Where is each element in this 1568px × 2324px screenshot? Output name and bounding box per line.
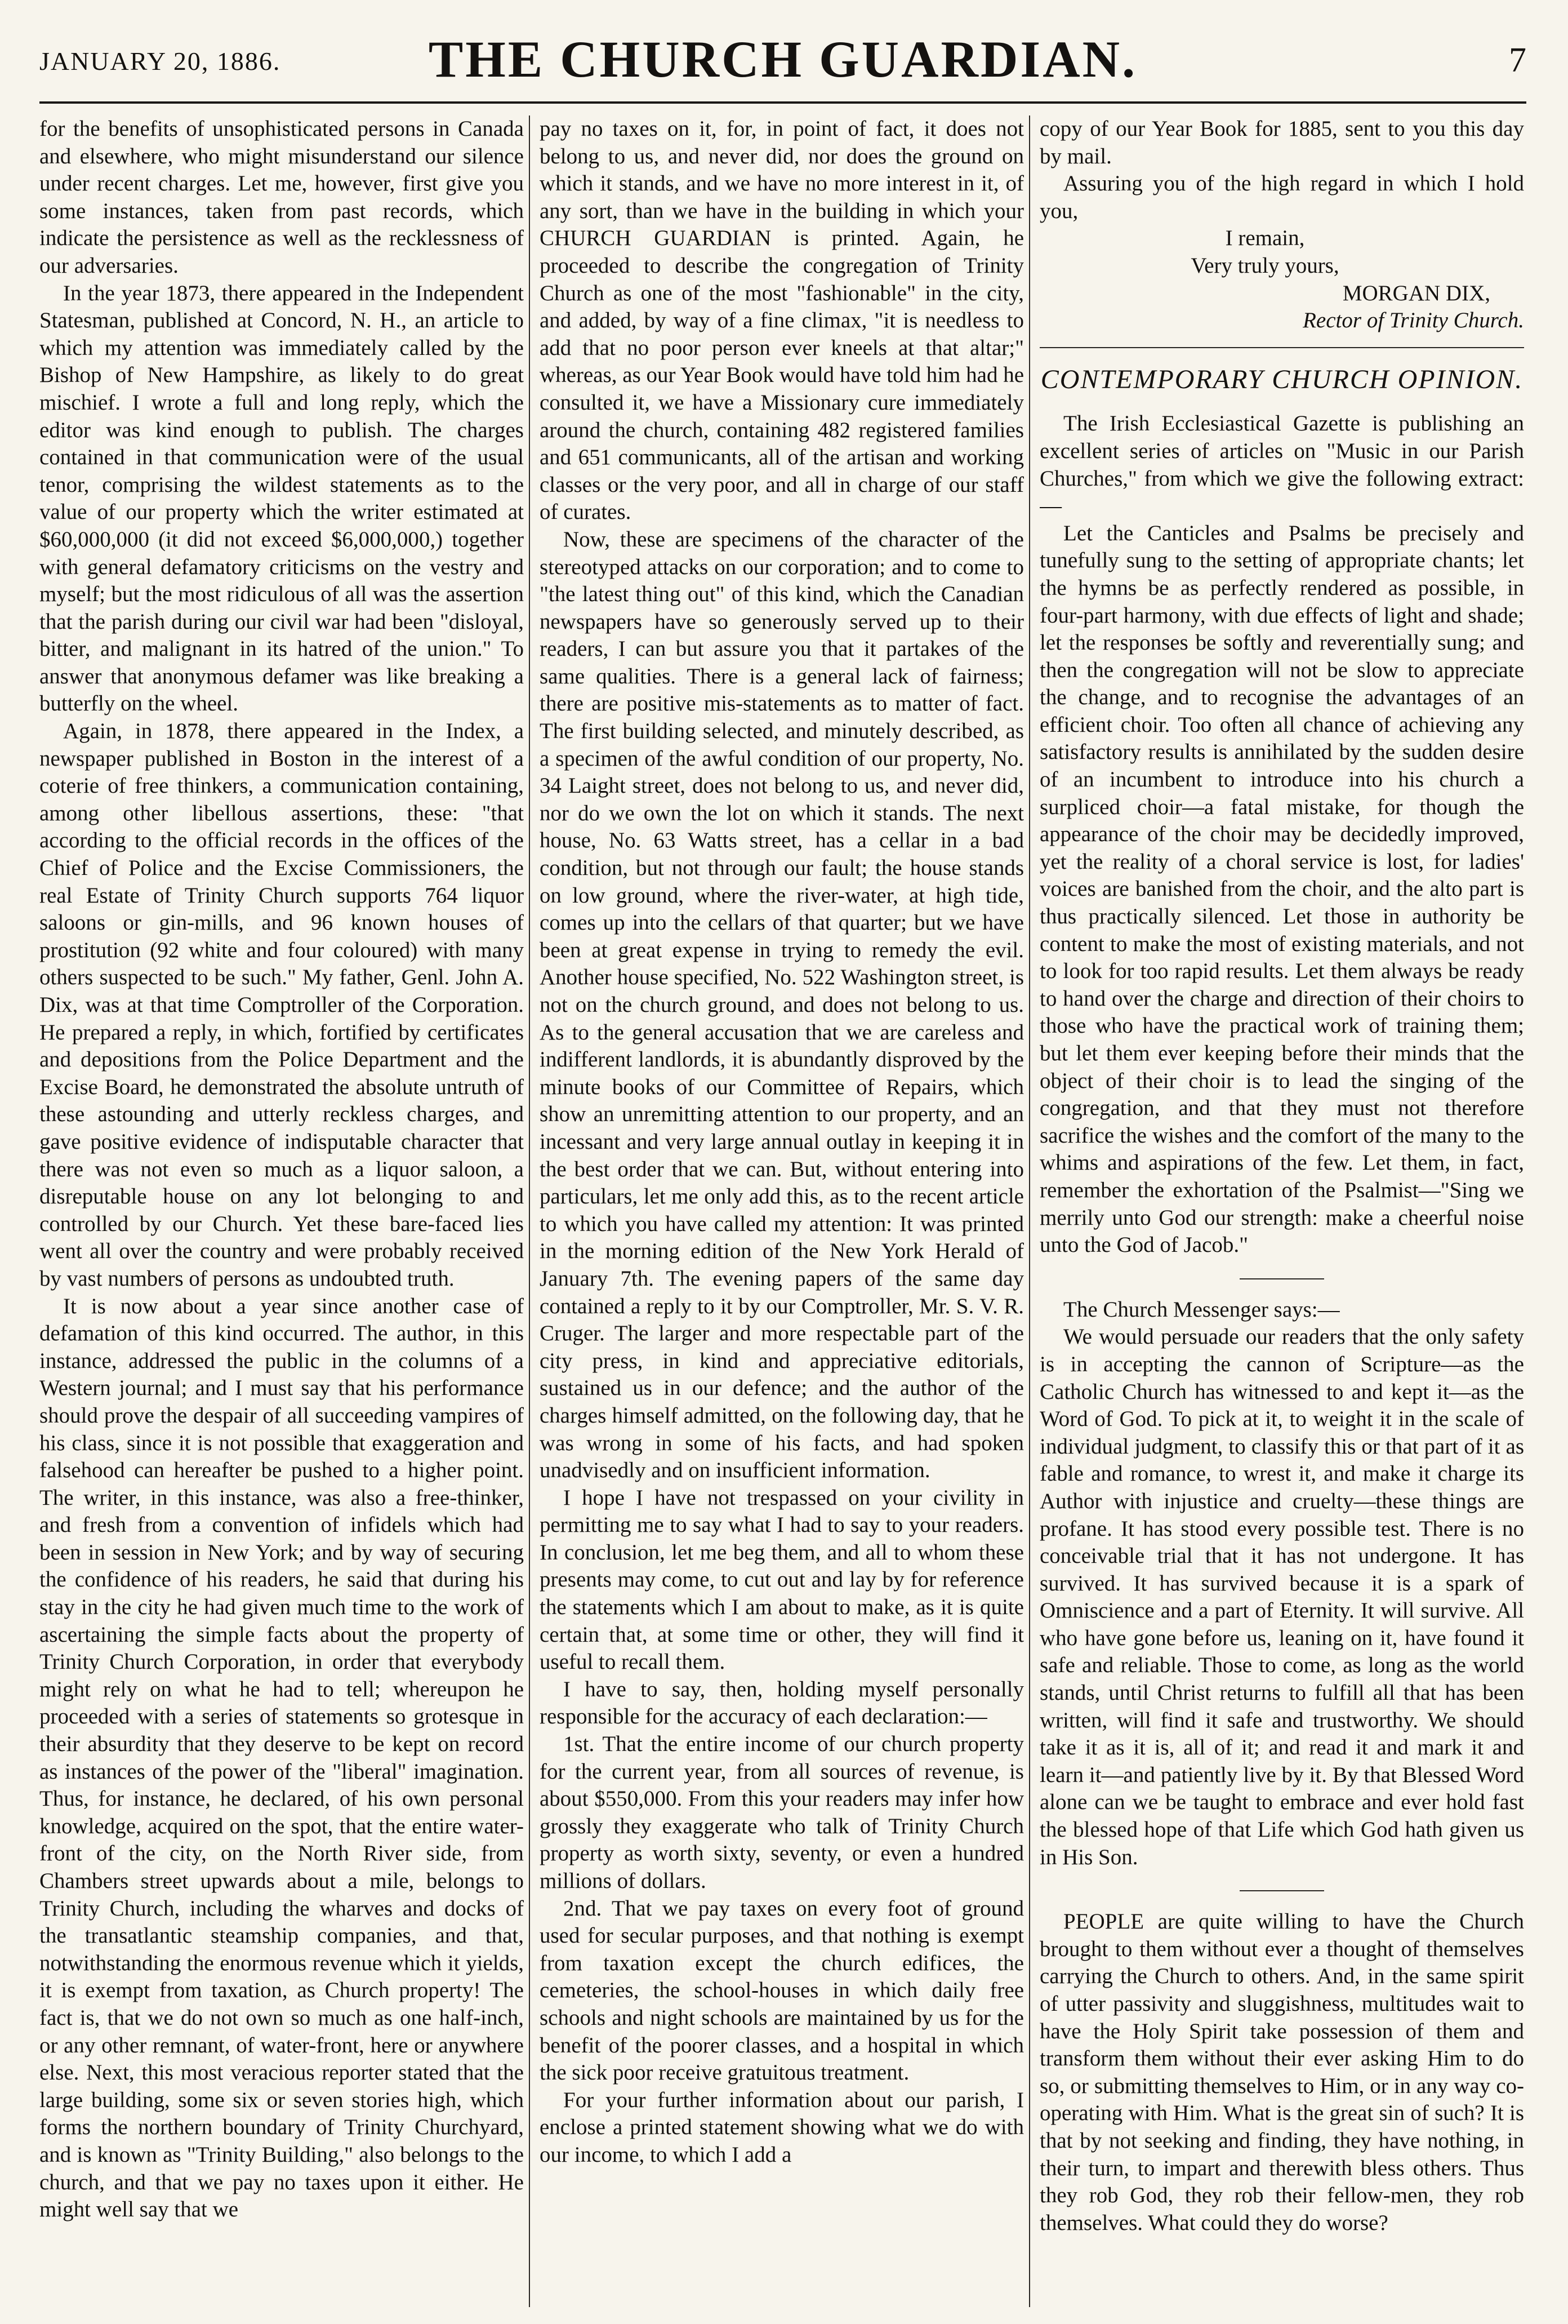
- issue-date: JANUARY 20, 1886.: [39, 47, 281, 75]
- column-divider: [529, 115, 530, 2307]
- letter-closing: I remain,: [1225, 226, 1305, 251]
- section-divider: [1040, 347, 1524, 348]
- signature-name-text: MORGAN DIX,: [1342, 281, 1490, 305]
- paragraph: Now, these are specimens of the character of the stereotyped attacks on our corporation; and to come to "the latest thing out" of this kind, which the Canadian newspapers have so generously served up to their readers, I can but assure you that it partakes of the same qualities. There is a general lack of fairness; there are positive mis-statements as to matter of fact. The first building selected, and minutely described, as a specimen of the awful condition of our property, No. 34 Laight street, does not belong to us, and never did, nor do we own the lot on which it stands. The next house, No. 63 Watts street, has a cellar in a bad condition, but not through our fault; the house stands on low ground, where the river-water, at high tide, comes up into the cellars of that quarter; but we have been at great expense in trying to remedy the evil. Another house specified, No. 522 Washington street, is not on the church ground, and does not belong to us. As to the general accusation that we are careless and indifferent landlords, it is abundantly disproved by the minute books of our Committee of Repairs, which show an unremitting attention to our property, and an incessant and very large annual outlay in keeping it in the best order that we can. But, without entering into particulars, let me only add this, as to the recent article to which you have called my attention: It was printed in the morning edition of the New York Herald of January 7th. The evening papers of the same day contained a reply to it by our Comptroller, Mr. S. V. R. Cruger. The larger and more respectable part of the city press, in kind and appreciative editorials, sustained us in our defence; and the author of the charges himself admitted, on the following day, that he was wrong in some of his facts, and had spoken unadvisedly and on insufficient information.: [540, 527, 1024, 1483]
- paragraph: The Irish Ecclesiastical Gazette is publishing an excellent series of articles on "Music in our Parish Churches," from which we give the following extract:—: [1040, 411, 1524, 518]
- paragraph: In the year 1873, there appeared in the Independent Statesman, published at Concord, N. H., an article to which my attention was immediately called by the Bishop of New Hampshire, as likely to do great mischief. I wrote a full and long reply, which the editor was kind enough to publish. The charges contained in that communication were of the usual tenor, comprising the wildest statements as to the value of our property which the writer estimated at $60,000,000 (it did not exceed $6,000,000,) together with general defamatory criticisms on the vestry and myself; but the most ridiculous of all was the assertion that the parish during our civil war had been "disloyal, bitter, and malignant in its hatred of the union." To answer that anonymous defamer was like breaking a butterfly on the wheel.: [39, 281, 524, 716]
- paragraph: for the benefits of unsophisticated persons in Canada and elsewhere, who might misunderstand our silence under recent charges. Let me, however, first give you some instances, taken from past records, which indicate the persistence as well as the recklessness of our adversaries.: [39, 117, 524, 278]
- signature-title: Rector of Trinity Church.: [1303, 308, 1524, 333]
- column-middle: [540, 115, 1024, 2307]
- page-number: 7: [1509, 41, 1526, 79]
- letter-closing: Very truly yours,: [1191, 253, 1339, 278]
- paragraph: copy of our Year Book for 1885, sent to you this day by mail.: [1040, 117, 1524, 168]
- column-divider: [1029, 115, 1030, 2307]
- paragraph: We would persuade our readers that the only safety is in accepting the cannon of Scripture—as the Catholic Church has witnessed to and kept it—as the Word of God. To pick at it, to weight it in the scale of individual judgment, to classify this or that part of it as fable and romance, to wrest it, and make it charge its Author with injustice and cruelty—these things are profane. It has stood every possible test. There is no conceivable trial that it has not undergone. It has survived. It has survived because it is a spark of Omniscience and a part of Eternity. It will survive. All who have gone before us, leaning on it, have found it safe and reliable. Those to come, as long as the world stands, until Christ returns to fulfill all that has been written, will find it safe and trustworthy. We should take it as it is, all of it; and read it and mark it and learn it—and patiently live by it. By that Blessed Word alone can we be taught to embrace and ever hold fast the blessed hope of that Life which God hath given us in His Son.: [1040, 1325, 1524, 1869]
- signature-name: [1040, 280, 1524, 308]
- paragraph: I have to say, then, holding myself personally responsible for the accuracy of each declaration:—: [540, 1677, 1024, 1729]
- paragraph: I hope I have not trespassed on your civility in permitting me to say what I had to say to your readers. In conclusion, let me beg them, and all to whom these presents may come, to cut out and lay by for reference the statements which I am about to make, as it is quite certain that, at some time or other, they will find it useful to recall them.: [540, 1485, 1024, 1674]
- paragraph: pay no taxes on it, for, in point of fact, it does not belong to us, and never did, nor does the ground on which it stands, and we have no more interest in it, of any sort, than we have in the building in which your CHURCH GUARDIAN is printed. Again, he proceeded to describe the congregation of Trinity Church as one of the most "fashionable" in the city, and added, by way of a fine climax, "it is needless to add that no poor person ever kneels at that altar;" whereas, as our Year Book would have told him had he consulted it, we have a Missionary cure immediately around the church, containing 482 registered families and 651 communicants, all of the artisan and working classes or the very poor, and all in charge of our staff of curates.: [540, 117, 1024, 525]
- section-title: CONTEMPORARY CHURCH OPINION.: [1040, 364, 1524, 394]
- paragraph: The Church Messenger says:—: [1063, 1297, 1340, 1322]
- paragraph: It is now about a year since another case of defamation of this kind occurred. The author, in this instance, addressed the public in the columns of a Western journal; and I must say that his performance should prove the despair of all succeeding vampires of his class, since it is not possible that exaggeration and falsehood can hereafter be pushed to a higher point. The writer, in this instance, was also a free-thinker, and fresh from a convention of infidels which had been in session in New York; and by way of securing the confidence of his readers, he said that during his stay in the city he had given much time to the work of ascertaining the simple facts about the property of Trinity Church Corporation, in order that everybody might rely on what he had to tell; whereupon he proceeded with a series of statements so grotesque in their absurdity that they deserve to be kept on record as instances of the power of the "liberal" imagination. Thus, for instance, he declared, of his own personal knowledge, acquired on the spot, that the entire water-front of the city, on the North River side, from Chambers street upwards about a mile, belongs to Trinity Church, including the wharves and docks of the transatlantic steamship companies, and that, notwithstanding the enormous revenue which it yields, it is exempt from taxation, as Church property! The fact is, that we do not own so much as one half-inch, or any other remnant, of water-front, here or anywhere else. Next, this most veracious reporter stated that the large building, some six or seven stories high, which forms the northern boundary of Trinity Churchyard, and is known as "Trinity Building," also belongs to the church, and that we pay no taxes upon it either. He might well say that we: [39, 1294, 524, 2222]
- paragraph: For your further information about our parish, I enclose a printed statement showing what we do with our income, to which I add a: [540, 2087, 1024, 2167]
- paragraph: PEOPLE are quite willing to have the Church brought to them without ever a thought of themselves carrying the Church to others. And, in the same spirit of utter passivity and sluggishness, multitudes wait to have the Holy Spirit take possession of them and transform them without their ever asking Him to do so, or submitting themselves to Him, or in any way co-operating with Him. What is the great sin of such? It is that by not seeking and finding, they have nothing, in their turn, to impart and therewith bless others. Thus they rob God, they rob their fellow-men, they rob themselves. What could they do worse?: [1040, 1909, 1524, 2235]
- paragraph: 1st. That the entire income of our church property for the current year, from all sources of revenue, is about $550,000. From this your readers may infer how grossly they exaggerate who talk of Trinity Church property as worth sixty, seventy, or even a hundred millions of dollars.: [540, 1732, 1024, 1893]
- paragraph: Assuring you of the high regard in which I hold you,: [1040, 171, 1524, 223]
- paragraph: 2nd. That we pay taxes on every foot of ground used for secular purposes, and that nothing is exempt from taxation except the church edifices, the cemeteries, the school-houses in which daily free schools and night schools are maintained by us for the benefit of the poorer classes, and a hospital in which the sick poor receive gratuitous treatment.: [540, 1896, 1024, 2085]
- column-left: [39, 115, 524, 2307]
- newspaper-title: THE CHURCH GUARDIAN.: [428, 30, 1138, 88]
- masthead: [39, 23, 1526, 104]
- paragraph: Again, in 1878, there appeared in the Index, a newspaper published in Boston in the interest of a coterie of free thinkers, a communication containing, among other libellous assertions, these: "that according to the official records in the offices of the Chief of Police and the Excise Commissioners, the real Estate of Trinity Church supports 764 liquor saloons or gin-mills, and 96 known houses of prostitution (92 white and four coloured) with many others suspected to be such." My father, Genl. John A. Dix, was at that time Comptroller of the Corporation. He prepared a reply, in which, fortified by certificates and depositions from the Police Department and the Excise Board, he demonstrated the absolute untruth of these astounding and utterly reckless charges, and gave positive evidence of indisputable character that there was not even so much as a liquor saloon, a disreputable house on any lot belonging to and controlled by our Church. Yet these bare-faced lies went all over the country and were probably received by vast numbers of persons as undoubted truth.: [39, 719, 524, 1291]
- article-divider: [1240, 1890, 1324, 1891]
- article-divider: [1240, 1278, 1324, 1279]
- column-right: [1040, 115, 1524, 2307]
- paragraph: Let the Canticles and Psalms be precisely and tunefully sung to the setting of appropriate chants; let the hymns be as perfectly rendered as possible, in four-part harmony, with due effects of light and shade; let the responses be softly and reverentially sung; and then the congregation will not be slow to appreciate the change, and to recognise the advantages of an efficient choir. Too often all chance of achieving any satisfactory results is annihilated by the sudden desire of an incumbent to introduce into his church a surpliced choir—a fatal mistake, for though the appearance of the choir may be decidedly improved, yet the reality of a choral service is lost, for ladies' voices are banished from the choir, and the alto part is thus practically silenced. Let those in authority be content to make the most of existing materials, and not to look for too rapid results. Let them always be ready to hand over the charge and direction of their choirs to those who have the practical work of training them; but let them ever keeping before their minds that the object of their choir is to lead the singing of the congregation, and that they must not therefore sacrifice the wishes and the comfort of the many to the whims and aspirations of the few. Let them, in fact, remember the exhortation of the Psalmist—"Sing we merrily unto God our strength: make a cheerful noise unto the God of Jacob.": [1040, 521, 1524, 1257]
